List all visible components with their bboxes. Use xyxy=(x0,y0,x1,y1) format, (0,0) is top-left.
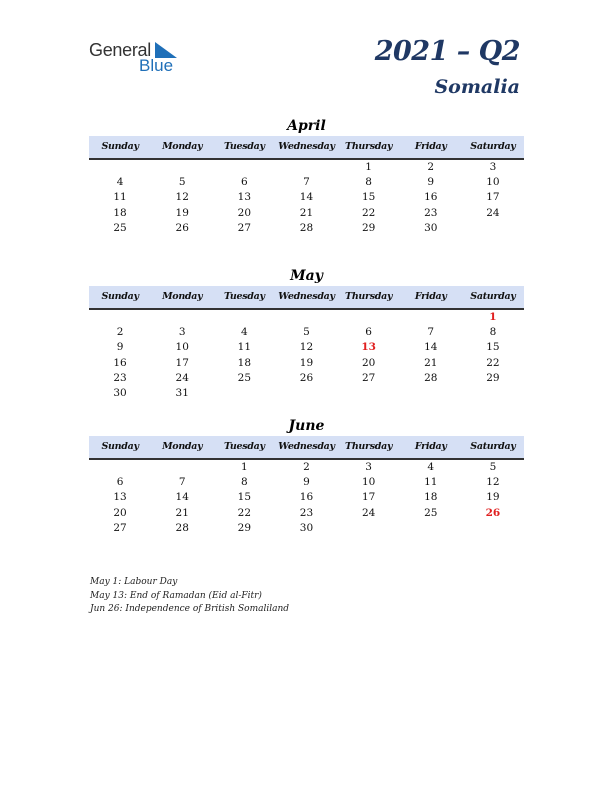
day-cell: 23 xyxy=(113,371,127,384)
day-cell: 17 xyxy=(486,191,500,204)
weekday-monday: Monday xyxy=(162,441,203,452)
day-cell: 8 xyxy=(365,176,372,189)
day-cell: 7 xyxy=(178,476,186,489)
empty-day-cell xyxy=(89,460,151,475)
day-cell: 11 xyxy=(424,476,438,489)
empty-day-cell xyxy=(338,310,400,325)
holiday-notes xyxy=(90,576,289,617)
day-cell: 7 xyxy=(303,176,310,189)
day-cell: 7 xyxy=(427,326,435,339)
empty-day-cell xyxy=(151,460,213,475)
day-cell: 18 xyxy=(424,491,438,504)
day-cell: 18 xyxy=(113,206,127,219)
day-cell: 12 xyxy=(175,191,189,204)
day-cell: 21 xyxy=(175,506,189,519)
day-cell: 8 xyxy=(241,476,248,489)
weekday-monday: Monday xyxy=(162,141,203,152)
day-cell: 5 xyxy=(489,461,497,473)
empty-day-cell xyxy=(213,386,275,401)
weekday-thursday: Thursday xyxy=(345,291,393,302)
week-row xyxy=(89,356,524,371)
day-cell: 30 xyxy=(299,521,314,534)
day-cell: 5 xyxy=(178,176,186,189)
week-row xyxy=(89,190,524,205)
weekday-monday: Monday xyxy=(162,291,203,302)
weekday-friday: Friday xyxy=(414,141,447,152)
day-cell: 10 xyxy=(361,476,376,489)
day-cell: 16 xyxy=(113,356,127,369)
day-cell: 9 xyxy=(427,176,435,189)
day-cell: 2 xyxy=(116,326,124,339)
day-cell: 19 xyxy=(299,356,314,369)
week-row xyxy=(89,206,524,221)
empty-day-cell xyxy=(462,521,524,536)
week-row xyxy=(89,310,524,325)
day-cell: 1 xyxy=(365,161,372,173)
empty-day-cell xyxy=(213,160,275,175)
month-title: April xyxy=(287,118,326,134)
week-row xyxy=(89,221,524,236)
week-row xyxy=(89,475,524,490)
weekday-wednesday: Wednesday xyxy=(278,291,335,302)
month-may xyxy=(89,266,524,401)
day-cell: 12 xyxy=(299,341,314,354)
weekday-sunday: Sunday xyxy=(101,141,139,152)
day-cell: 17 xyxy=(361,491,376,504)
calendar-grid xyxy=(89,310,524,401)
day-cell: 22 xyxy=(486,356,500,369)
empty-day-cell xyxy=(338,386,400,401)
week-row xyxy=(89,521,524,536)
day-cell: 16 xyxy=(299,491,314,504)
weekday-sunday: Sunday xyxy=(101,441,139,452)
weekday-wednesday: Wednesday xyxy=(278,441,335,452)
day-cell: 29 xyxy=(237,521,252,534)
empty-day-cell xyxy=(338,521,400,536)
weekday-friday: Friday xyxy=(414,291,447,302)
empty-day-cell xyxy=(462,386,524,401)
day-cell: 28 xyxy=(424,371,438,384)
day-cell: 30 xyxy=(113,386,127,399)
weekday-saturday: Saturday xyxy=(470,441,516,452)
empty-day-cell xyxy=(89,310,151,325)
day-cell: 12 xyxy=(486,476,500,489)
empty-day-cell xyxy=(275,160,337,175)
week-row xyxy=(89,490,524,505)
day-cell: 15 xyxy=(486,341,500,354)
day-cell: 11 xyxy=(237,341,252,354)
day-cell: 6 xyxy=(365,326,372,339)
day-cell: 19 xyxy=(486,491,500,504)
day-cell: 26 xyxy=(175,221,189,234)
weekday-tuesday: Tuesday xyxy=(223,291,265,302)
holiday-day-cell: 13 xyxy=(361,341,376,354)
day-cell: 3 xyxy=(178,326,186,339)
empty-day-cell xyxy=(400,310,462,325)
day-cell: 15 xyxy=(237,491,252,504)
empty-day-cell xyxy=(275,386,337,401)
day-cell: 1 xyxy=(241,461,248,473)
day-cell: 13 xyxy=(237,191,252,204)
day-cell: 4 xyxy=(116,176,124,189)
day-cell: 29 xyxy=(486,371,500,384)
calendar-grid xyxy=(89,160,524,236)
holiday-note: May 1: Labour Day xyxy=(90,577,178,587)
holiday-day-cell: 1 xyxy=(489,311,497,323)
holiday-note: Jun 26: Independence of British Somaliland xyxy=(90,604,290,614)
weekday-thursday: Thursday xyxy=(345,141,393,152)
day-cell: 27 xyxy=(113,521,127,534)
calendar-grid xyxy=(89,460,524,536)
day-cell: 14 xyxy=(424,341,438,354)
day-cell: 17 xyxy=(175,356,189,369)
week-row xyxy=(89,386,524,401)
weekday-wednesday: Wednesday xyxy=(278,141,335,152)
weekday-sunday: Sunday xyxy=(101,291,139,302)
day-cell: 3 xyxy=(489,161,497,173)
day-cell: 6 xyxy=(241,176,248,189)
country-name: Somalia xyxy=(434,76,520,98)
day-cell: 6 xyxy=(116,476,124,489)
day-cell: 14 xyxy=(175,491,189,504)
day-cell: 20 xyxy=(361,356,376,369)
day-cell: 21 xyxy=(424,356,438,369)
day-cell: 4 xyxy=(427,461,435,473)
empty-day-cell xyxy=(151,160,213,175)
day-cell: 25 xyxy=(237,371,252,384)
week-row xyxy=(89,371,524,386)
brand-logo xyxy=(89,40,189,80)
holiday-day-cell: 26 xyxy=(485,506,501,519)
day-cell: 9 xyxy=(303,476,310,489)
day-cell: 23 xyxy=(299,506,314,519)
day-cell: 2 xyxy=(427,161,435,173)
weekday-saturday: Saturday xyxy=(470,291,516,302)
day-cell: 11 xyxy=(113,191,127,204)
week-row xyxy=(89,325,524,340)
day-cell: 4 xyxy=(241,326,248,339)
day-cell: 24 xyxy=(361,506,376,519)
day-cell: 16 xyxy=(424,191,438,204)
day-cell: 10 xyxy=(175,341,189,354)
empty-day-cell xyxy=(400,521,462,536)
week-row xyxy=(89,175,524,190)
weekday-tuesday: Tuesday xyxy=(223,141,265,152)
month-june xyxy=(89,416,524,536)
day-cell: 21 xyxy=(299,206,314,219)
page-title: 2021 – Q2 xyxy=(374,36,520,67)
empty-day-cell xyxy=(275,310,337,325)
day-cell: 23 xyxy=(424,206,438,219)
day-cell: 25 xyxy=(424,506,438,519)
day-cell: 3 xyxy=(365,461,372,473)
day-cell: 22 xyxy=(237,506,252,519)
weekday-tuesday: Tuesday xyxy=(223,441,265,452)
week-row xyxy=(89,506,524,521)
empty-day-cell xyxy=(462,221,524,236)
week-row xyxy=(89,460,524,475)
holiday-note: May 13: End of Ramadan (Eid al-Fitr) xyxy=(90,590,262,601)
weekday-header xyxy=(89,286,524,310)
day-cell: 26 xyxy=(299,371,314,384)
day-cell: 20 xyxy=(237,206,252,219)
month-title: June xyxy=(288,418,325,434)
day-cell: 30 xyxy=(424,221,438,234)
weekday-header xyxy=(89,136,524,160)
empty-day-cell xyxy=(151,310,213,325)
weekday-header xyxy=(89,436,524,460)
day-cell: 27 xyxy=(237,221,252,234)
day-cell: 13 xyxy=(113,491,127,504)
weekday-saturday: Saturday xyxy=(470,141,516,152)
day-cell: 14 xyxy=(299,191,314,204)
day-cell: 24 xyxy=(486,206,500,219)
day-cell: 18 xyxy=(237,356,252,369)
day-cell: 25 xyxy=(113,221,127,234)
month-title: May xyxy=(290,268,323,284)
empty-day-cell xyxy=(400,386,462,401)
day-cell: 9 xyxy=(116,341,124,354)
day-cell: 28 xyxy=(175,521,189,534)
day-cell: 24 xyxy=(175,371,189,384)
weekday-thursday: Thursday xyxy=(345,441,393,452)
weekday-friday: Friday xyxy=(414,441,447,452)
empty-day-cell xyxy=(213,310,275,325)
day-cell: 20 xyxy=(113,506,127,519)
day-cell: 10 xyxy=(486,176,500,189)
day-cell: 28 xyxy=(299,221,314,234)
day-cell: 8 xyxy=(489,326,497,339)
week-row xyxy=(89,160,524,175)
brand-word-general: General xyxy=(89,40,151,60)
day-cell: 19 xyxy=(175,206,189,219)
week-row xyxy=(89,340,524,355)
month-april xyxy=(89,116,524,236)
brand-word-blue: Blue xyxy=(139,56,174,75)
day-cell: 29 xyxy=(361,221,376,234)
day-cell: 5 xyxy=(303,326,310,339)
day-cell: 27 xyxy=(361,371,376,384)
day-cell: 15 xyxy=(361,191,376,204)
day-cell: 31 xyxy=(175,386,189,399)
day-cell: 22 xyxy=(361,206,376,219)
empty-day-cell xyxy=(89,160,151,175)
day-cell: 2 xyxy=(303,461,310,473)
